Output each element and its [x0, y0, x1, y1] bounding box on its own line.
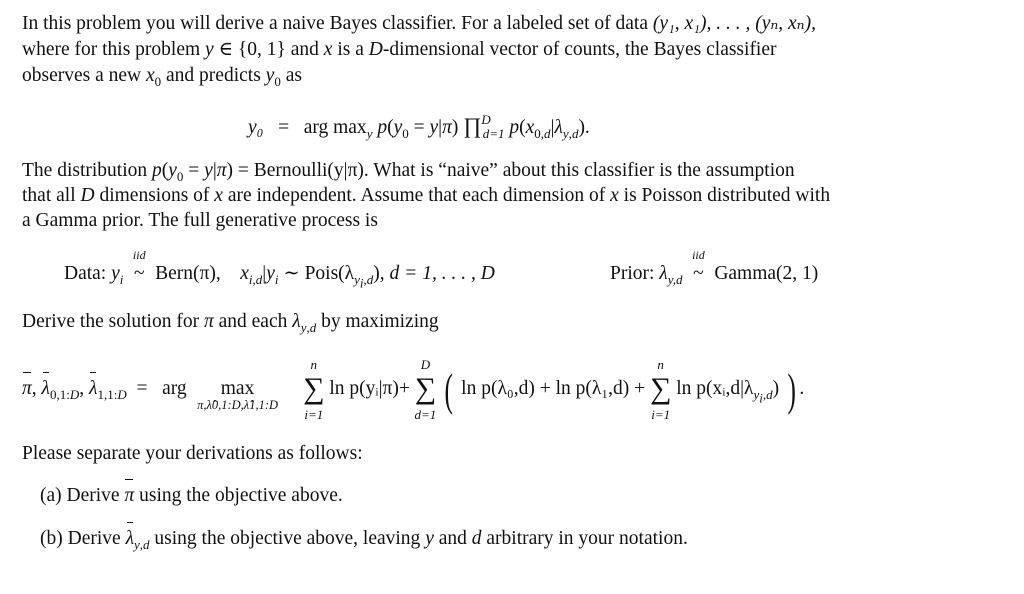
part-b-text-a: Derive: [67, 528, 126, 549]
term-likelihood-y: ln p(yᵢ|π)+: [329, 377, 410, 399]
separate-instruction: Please separate your derivations as follows:: [22, 443, 363, 464]
prior-label: Prior:: [610, 263, 655, 284]
max-subscript: π,λ̂0,1:D,λ̂1,1:D: [197, 397, 279, 412]
para2-line-2: that all D dimensions of x are independent. Assume that each dimension of x is Poisson distributed with: [22, 185, 831, 206]
sum-over-d: D ∑ d=1: [414, 357, 437, 422]
bern-dist: Bern(π),: [155, 263, 221, 284]
intro-text-2b: and: [285, 39, 324, 60]
para2-text-2d: is Poisson distributed with: [618, 185, 831, 206]
part-a-text-b: using the objective above.: [134, 485, 343, 506]
para2-text-2a: that all: [22, 185, 81, 206]
intro-text-2c: is a: [332, 39, 369, 60]
lambda-hat-b: λ: [125, 528, 135, 549]
intro-line-3: observes a new $x_0$ and predicts $y_0$ as: [22, 65, 302, 89]
prediction-equation: y₀ = arg $\max_y p(y_0 = y|\pi)$ ∏$^D_{d=1}$ $p(x_{0,d}|\lambda_{y,d})$.: [248, 111, 590, 141]
para2-text-2c: are independent. Assume that each dimension of: [222, 185, 611, 206]
dim-range: d = 1, . . . , D: [389, 263, 495, 284]
para2-text-2b: dimensions of: [94, 185, 215, 206]
intro-text-3b: and predicts: [161, 65, 266, 86]
part-b-text-d: arbitrary in your notation.: [481, 528, 688, 549]
derive-line: Derive the solution for π and each $\lambda_{y,d}$ by maximizing: [22, 311, 439, 335]
data-set-notation: (y₁, x₁), . . . , (yₙ, xₙ),: [652, 13, 816, 34]
pi-hat-a: π: [124, 485, 135, 506]
pois-dist: Pois(λ: [304, 263, 355, 284]
pi-hat: π: [22, 377, 32, 399]
part-a-label: (a): [40, 485, 62, 506]
part-b: (b) Derive $\lambda_{y,d}$ using the objective above, leaving y and d arbitrary in your notation.: [40, 528, 688, 552]
part-b-label: (b): [40, 528, 63, 549]
gamma-dist: Gamma(2, 1): [714, 263, 819, 284]
intro-line-1: [22, 12, 816, 36]
para2-line-1: The distribution $p(y_0 = y|\pi)$ = Bernoulli(y|π). What is “naive” about this classifier is the assumption: [22, 160, 795, 184]
intro-text-3a: observes a new: [22, 65, 146, 86]
eq1-argmax: arg max: [303, 117, 367, 138]
iid-symbol-2: iid ~: [692, 248, 705, 284]
intro-text-2d: -dimensional vector of counts, the Bayes classifier: [382, 39, 777, 60]
term-likelihood-x: ln p(xᵢ,d|λ: [676, 377, 754, 399]
intro-text-1: In this problem you will derive a naive Bayes classifier. For a labeled set of data: [22, 13, 653, 34]
para2-text-1c: (y|π). What is “naive” about this classifier is the assumption: [327, 160, 795, 181]
derive-text-a: Derive the solution for: [22, 311, 204, 332]
bernoulli-word: Bernoulli: [253, 160, 328, 181]
intro-text-2a: where for this problem: [22, 39, 206, 60]
term-prior: ln p(λ₀,d) + ln p(λ₁,d) +: [461, 377, 646, 399]
generative-process: Data: $y_i$ iid ~ Bern(π), $x_{i,d}|y_i$ ∼ $Pois(\lambda_{y_i,d})$, d = 1, . . . , D: [64, 248, 495, 291]
intro-text-3c: as: [280, 65, 302, 86]
intro-line-2: where for this problem y ∈ {0, 1} and x is a D-dimensional vector of counts, the Bayes classifier: [22, 39, 777, 60]
eq1-lhs: y₀: [248, 117, 264, 138]
prior-spec: Prior: $\lambda_{y,d}$ iid ~ Gamma(2, 1): [610, 248, 819, 287]
max-operator: max π,λ̂0,1:D,λ̂1,1:D: [221, 377, 255, 401]
para2-line-3: a Gamma prior. The full generative process is: [22, 210, 378, 231]
part-a: [40, 484, 343, 508]
derive-text-c: by maximizing: [316, 311, 439, 332]
eq1-rel: =: [278, 117, 290, 138]
part-b-text-b: using the objective above, leaving: [149, 528, 426, 549]
objective-equation: π, $\lambda_{0,1:D}$, $\lambda_{1,1:D}$ = arg max π,λ̂0,1:D,λ̂1,1:D n ∑ i=1 ln p(yᵢ|π)+ D ∑ d=1 ( ln p(λ₀,d) + ln p(λ₁,d) + n ∑ i=1 $\ln p(xᵢ,d|\lambda_{y_i,d})$ ) .: [22, 357, 805, 422]
derive-text-b: and each: [213, 311, 293, 332]
part-b-text-c: and: [433, 528, 472, 549]
para2-text-1a: The distribution: [22, 160, 152, 181]
data-label: Data:: [64, 263, 107, 284]
sum-over-i: n ∑ i=1: [303, 357, 325, 422]
label-set: {0, 1}: [237, 39, 286, 60]
part-a-text-a: Derive: [66, 485, 125, 506]
sum-over-i-2: n ∑ i=1: [649, 357, 672, 422]
arg-word: arg: [162, 377, 187, 399]
iid-symbol: iid ~: [132, 248, 146, 284]
